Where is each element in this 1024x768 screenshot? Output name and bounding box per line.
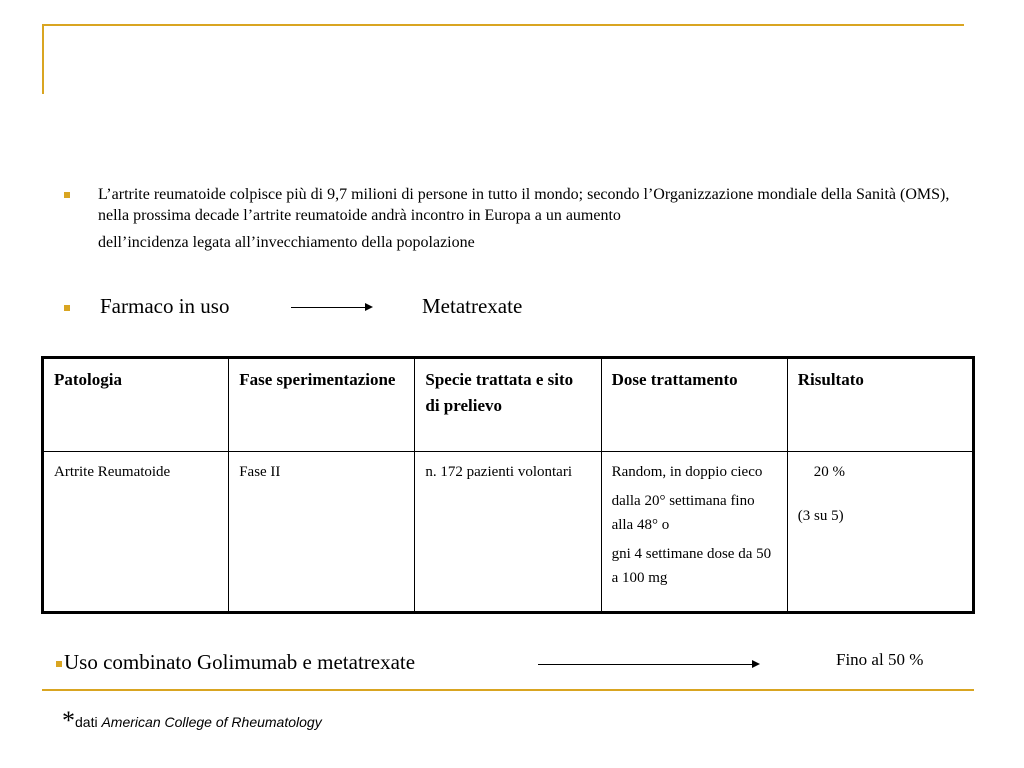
- combo-value: Fino al 50 %: [836, 650, 924, 669]
- arrow-right-icon: [538, 664, 758, 665]
- footnote-prefix: dati: [75, 714, 102, 730]
- footnote: [62, 706, 322, 736]
- cell-fase: Fase II: [229, 452, 415, 613]
- trial-table: [41, 356, 975, 614]
- bottom-accent-rule: [42, 689, 974, 691]
- footnote-star: *: [62, 706, 75, 735]
- top-accent-rule: [42, 24, 964, 26]
- risultato-percent: 20 %: [813, 464, 845, 480]
- cell-risultato: [787, 452, 973, 613]
- intro-paragraph: [98, 184, 978, 253]
- bullet-square-icon: [64, 305, 70, 311]
- combo-label: Uso combinato Golimumab e metatrexate: [64, 650, 416, 674]
- bullet-square-icon: [56, 661, 62, 667]
- header-risultato: Risultato: [787, 358, 973, 452]
- intro-line-2: dell’incidenza legata all’invecchiamento della popolazione: [98, 234, 475, 251]
- table-header-row: [43, 358, 974, 452]
- table-row: [43, 452, 974, 613]
- header-patologia: Patologia: [43, 358, 229, 452]
- left-accent-rule: [42, 24, 44, 94]
- header-specie: Specie trattata e sito di prelievo: [415, 358, 601, 452]
- farmaco-value: Metatrexate: [422, 294, 523, 318]
- cell-specie: n. 172 pazienti volontari: [415, 452, 601, 613]
- farmaco-label: Farmaco in uso: [100, 294, 230, 318]
- combo-line: [56, 650, 415, 675]
- bullet-square-icon: [64, 192, 70, 198]
- header-fase: Fase sperimentazione: [229, 358, 415, 452]
- risultato-ratio: (3 su 5): [797, 508, 844, 524]
- cell-dose: [601, 452, 787, 613]
- dose-line-1: Random, in doppio cieco: [611, 464, 763, 480]
- dose-line-2: dalla 20° settimana fino alla 48° o: [611, 493, 755, 533]
- dose-line-3: gni 4 settimane dose da 50 a 100 mg: [611, 546, 772, 586]
- header-dose: Dose trattamento: [601, 358, 787, 452]
- intro-line-1: L’artrite reumatoide colpisce più di 9,7 milioni di persone in tutto il mondo; secondo l’Organizzazione mondiale della Sanità (OMS), nella prossima decade l’artrite reumatoide andrà incontro in Europa a un aumento: [98, 186, 950, 224]
- arrow-right-icon: [291, 307, 371, 308]
- cell-patologia: Artrite Reumatoide: [43, 452, 229, 613]
- footnote-source: American College of Rheumatology: [101, 714, 322, 730]
